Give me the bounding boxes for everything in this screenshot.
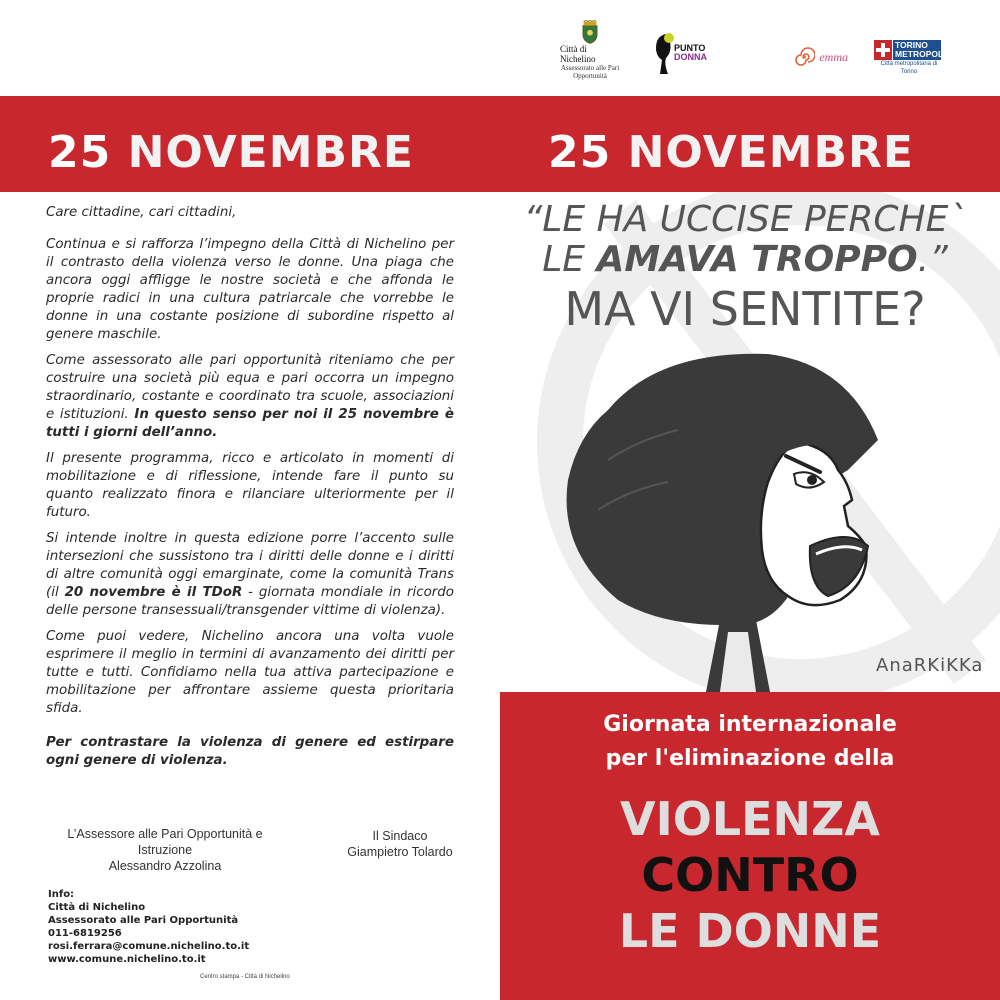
info-org: Città di Nichelino	[48, 902, 146, 913]
assessore-role: L’Assessore alle Pari Opportunità e Istruzione	[67, 827, 263, 857]
letter-paragraph-1: Continua e si rafforza l’impegno della Città di Nichelino per il contrasto della violenza verso le donne. Una piaga che ancora oggi affligge le nostre società e che affonda le proprie radici in una cultura patriarcale che vorrebbe le donne in una costante posizione di subordine rispetto al genere maschile.	[46, 237, 454, 342]
contro-word: CONTRO	[641, 848, 859, 902]
letter-paragraph-5: Come puoi vedere, Nichelino ancora una volta vuole esprimere il meglio in termini di avanzamento dei diritti per tutte e tutti. Confidiamo nella tua attiva partecipazione e mobilitazione per affrontare assieme questa prioritaria sfida.	[46, 629, 454, 716]
sindaco-role: Il Sindaco	[372, 829, 428, 843]
date-month: NOVEMBRE	[627, 127, 914, 178]
violenza-word: VIOLENZA	[619, 792, 880, 846]
info-dept: Assessorato alle Pari Opportunità	[48, 915, 239, 926]
p4-text-c: - giornata mondiale in ricordo delle persone transessuali/transgender vittime di violenza).	[46, 585, 454, 618]
letter-closing	[46, 734, 454, 770]
logo-citta-nichelino	[560, 20, 620, 80]
torino-sub: Città metropolitana di Torino	[880, 61, 938, 75]
left-date-title	[48, 128, 414, 178]
p4-text-a: Si intende inoltre in questa edizione porre l’accento sulle intersezioni che sussistono tra i diritti delle donne e i diritti di altre comunità oggi emarginate, come la comunità Trans (il	[46, 531, 454, 600]
info-phone: 011-6819256	[48, 928, 122, 939]
punto-donna-logo	[652, 30, 674, 76]
logo-punto-donna: PUNTO DONNA	[652, 28, 712, 78]
artist-signature: AnaRKiKKa	[876, 655, 984, 676]
quote-line-2-bold: AMAVA TROPPO	[596, 239, 918, 280]
p4-highlight: 20 novembre è il TDoR	[64, 585, 243, 600]
logo-emma	[768, 40, 848, 74]
emma-spiral-logo	[793, 46, 815, 68]
emma-name: emma	[819, 49, 848, 64]
city-sub: Assessorato alle Pari Opportunità	[560, 64, 620, 80]
letter-greeting: Care cittadine, cari cittadini,	[46, 205, 237, 220]
quote-line-2-post: .”	[917, 239, 948, 280]
closing-text: Per contrastare la violenza di genere ed estirpare ogni genere di violenza.	[46, 735, 454, 768]
info-block	[48, 888, 249, 966]
letter-paragraph-2	[46, 352, 454, 442]
giornata-heading	[500, 708, 1000, 776]
city-name: Città di Nichelino	[560, 44, 596, 64]
info-label: Info:	[48, 889, 75, 900]
quote-line-2	[510, 240, 980, 280]
sindaco-name: Giampietro Tolardo	[347, 845, 453, 859]
quote-line-2-pre: LE	[542, 239, 597, 280]
letter-paragraph-3: Il presente programma, ricco e articolato in momenti di mobilitazione e di riflessione, intende fare il punto su quanto realizzato finora e rilanciare ulteriormente per il futuro.	[46, 451, 454, 520]
signature-sindaco	[330, 828, 470, 860]
assessore-name: Alessandro Azzolina	[108, 859, 222, 873]
info-email: rosi.ferrara@comune.nichelino.to.it	[48, 941, 250, 952]
quote-line-1: “LE HA UCCISE PERCHE`	[523, 199, 967, 240]
info-web: www.comune.nichelino.to.it	[48, 954, 206, 965]
letter-paragraph-4	[46, 530, 454, 620]
logo-torino-metropoli	[874, 40, 946, 76]
quote-line-3: MA VI SENTITE?	[564, 282, 926, 336]
signature-assessore	[40, 826, 290, 874]
giornata-line-2: per l'eliminazione della	[605, 746, 895, 771]
date-day: 25	[48, 127, 112, 178]
date-month: NOVEMBRE	[127, 127, 414, 178]
letter-body	[46, 204, 454, 778]
city-crest-icon	[577, 20, 603, 44]
torino-name: TORINO METROPOLI	[895, 40, 946, 59]
angry-woman-illustration	[548, 350, 898, 692]
le-donne-word: LE DONNE	[618, 904, 882, 958]
torino-metropoli-logo	[874, 40, 892, 60]
date-day: 25	[548, 127, 612, 178]
poster-quote	[510, 200, 980, 336]
giornata-line-1: Giornata internazionale	[603, 712, 897, 737]
print-credit: Centro stampa - Città di Nichelino	[200, 974, 290, 980]
right-date-title	[548, 128, 914, 178]
p2-text: Come assessorato alle pari opportunità riteniamo che per costruire una società più equa e pari occorra un impegno straordinario, costante e coordinato tra scuole, associazioni e istituzioni.	[46, 353, 454, 422]
p2-highlight: In questo senso per noi il 25 novembre è tutti i giorni dell’anno.	[46, 407, 455, 440]
